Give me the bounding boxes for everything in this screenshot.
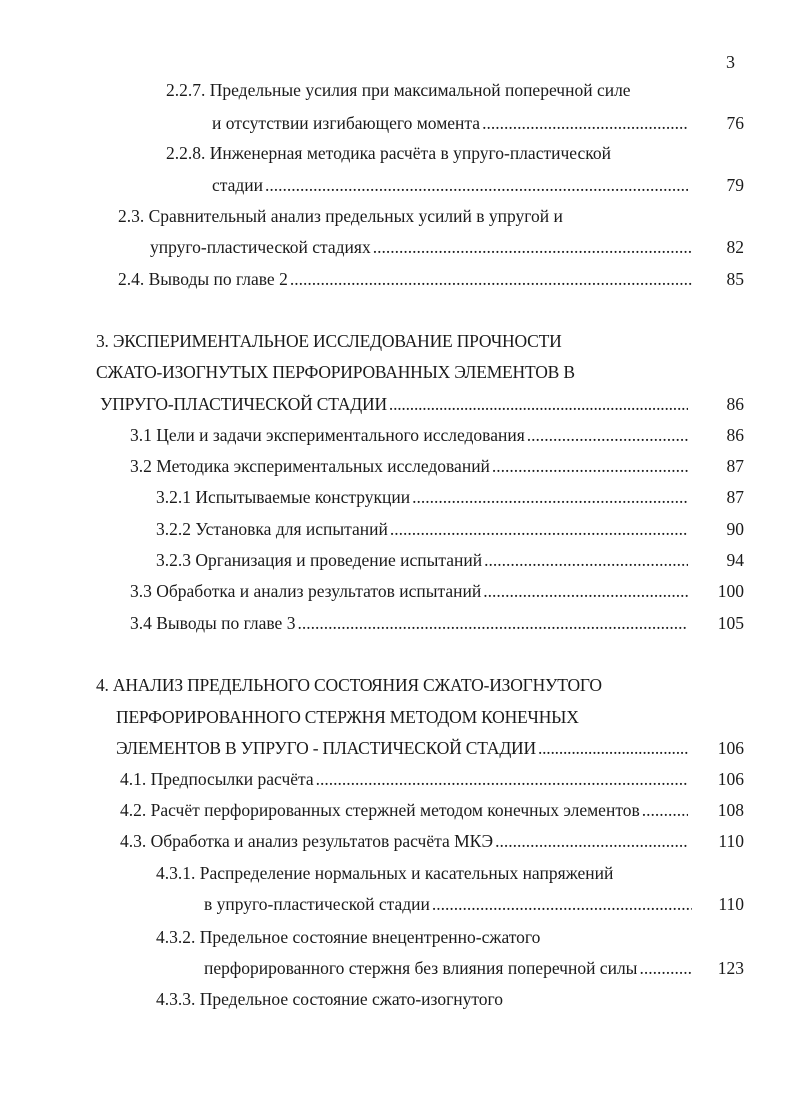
toc-page-number: 86 bbox=[726, 394, 744, 414]
toc-entry-text: стадии bbox=[212, 175, 264, 195]
dot-leader bbox=[642, 799, 688, 821]
chapter-heading bbox=[96, 361, 575, 383]
toc-line bbox=[156, 862, 613, 884]
toc-entry-text: СЖАТО-ИЗОГНУТЫХ ПЕРФОРИРОВАННЫХ ЭЛЕМЕНТОВ В bbox=[96, 362, 575, 382]
toc-page-number: 110 bbox=[718, 831, 744, 851]
toc-entry-text: 4. АНАЛИЗ ПРЕДЕЛЬНОГО СОСТОЯНИЯ СЖАТО-ИЗОГНУТОГО bbox=[96, 675, 602, 695]
toc-entry-text: 4.3.3. Предельное состояние сжато-изогнутого bbox=[156, 989, 504, 1009]
toc-page-number: 90 bbox=[726, 519, 744, 539]
toc-line bbox=[156, 486, 690, 508]
toc-line bbox=[130, 580, 690, 602]
toc-entry-text: перфорированного стержня без влияния поперечной силы bbox=[204, 958, 638, 978]
toc-entry-text: и отсутствии изгибающего момента bbox=[212, 113, 481, 133]
toc-line bbox=[156, 926, 540, 948]
toc-page-number: 79 bbox=[726, 175, 744, 195]
dot-leader bbox=[482, 112, 688, 134]
dot-leader bbox=[412, 486, 688, 508]
toc-entry-text: 4.3. Обработка и анализ результатов расчёта МКЭ bbox=[120, 831, 494, 851]
toc-line bbox=[120, 768, 690, 790]
toc-entry-text: ПЕРФОРИРОВАННОГО СТЕРЖНЯ МЕТОДОМ КОНЕЧНЫХ bbox=[116, 707, 579, 727]
dot-leader bbox=[316, 768, 688, 790]
dot-leader bbox=[492, 455, 688, 477]
toc-line bbox=[166, 79, 631, 101]
dot-leader bbox=[483, 580, 688, 602]
toc-entry-text: 2.2.7. Предельные усилия при максимальной поперечной силе bbox=[166, 80, 631, 100]
toc-entry-text: 3.2.3 Организация и проведение испытаний bbox=[156, 550, 483, 570]
dot-leader bbox=[373, 236, 692, 258]
toc-entry-text: 2.3. Сравнительный анализ предельных усилий в упругой и bbox=[118, 206, 563, 226]
toc-line bbox=[120, 830, 690, 852]
dot-leader bbox=[495, 830, 688, 852]
toc-entry-text: 4.3.2. Предельное состояние внецентренно-сжатого bbox=[156, 927, 541, 947]
toc-page-number: 106 bbox=[717, 769, 744, 789]
toc-entry-text: 3. ЭКСПЕРИМЕНТАЛЬНОЕ ИССЛЕДОВАНИЕ ПРОЧНОСТИ bbox=[96, 331, 562, 351]
dot-leader bbox=[432, 893, 692, 915]
toc-entry-text: 2.4. Выводы по главе 2 bbox=[118, 269, 288, 289]
toc-page-number: 100 bbox=[717, 581, 744, 601]
toc-page-number: 94 bbox=[726, 550, 744, 570]
toc-line bbox=[130, 455, 690, 477]
toc-entry-text: в упруго-пластической стадии bbox=[204, 894, 430, 914]
dot-leader bbox=[538, 737, 688, 759]
toc-entry-text: ЭЛЕМЕНТОВ В УПРУГО - ПЛАСТИЧЕСКОЙ СТАДИИ bbox=[116, 738, 536, 758]
toc-line bbox=[156, 988, 503, 1010]
chapter-heading bbox=[96, 674, 602, 696]
toc-entry-text: 4.1. Предпосылки расчёта bbox=[120, 769, 314, 789]
toc-entry-text: 3.2.2 Установка для испытаний bbox=[156, 519, 388, 539]
toc-line bbox=[156, 549, 690, 571]
toc-entry-text: УПРУГО-ПЛАСТИЧЕСКОЙ СТАДИИ bbox=[100, 394, 387, 414]
page-number: 3 bbox=[726, 52, 735, 72]
toc-page-number: 123 bbox=[717, 958, 744, 978]
toc-line bbox=[156, 518, 690, 540]
toc-entry-text: 3.2 Методика экспериментальных исследований bbox=[130, 456, 490, 476]
toc-entry-text: 3.2.1 Испытываемые конструкции bbox=[156, 487, 411, 507]
toc-page-number: 105 bbox=[717, 613, 744, 633]
toc-line bbox=[204, 957, 694, 979]
chapter-heading bbox=[116, 706, 579, 728]
toc-page-number: 87 bbox=[726, 456, 744, 476]
toc-line bbox=[212, 174, 690, 196]
toc-entry-text: 4.2. Расчёт перфорированных стержней методом конечных элементов bbox=[120, 800, 640, 820]
toc-line bbox=[120, 799, 690, 821]
toc-page-number: 87 bbox=[726, 487, 744, 507]
toc-entry-text: 2.2.8. Инженерная методика расчёта в упруго-пластической bbox=[166, 143, 611, 163]
dot-leader bbox=[484, 549, 688, 571]
toc-entry-text: 3.1 Цели и задачи экспериментального исследования bbox=[130, 425, 525, 445]
dot-leader bbox=[390, 518, 688, 540]
toc-line bbox=[118, 268, 694, 290]
toc-page-number: 82 bbox=[726, 237, 744, 257]
toc-line bbox=[118, 205, 563, 227]
dot-leader bbox=[297, 612, 688, 634]
toc-page-number: 110 bbox=[718, 894, 744, 914]
toc-page-number: 106 bbox=[717, 738, 744, 758]
toc-entry-text: упруго-пластической стадиях bbox=[150, 237, 371, 257]
dot-leader bbox=[527, 424, 688, 446]
toc-page-number: 76 bbox=[726, 113, 744, 133]
chapter-heading bbox=[96, 330, 562, 352]
toc-entry-text: 4.3.1. Распределение нормальных и касательных напряжений bbox=[156, 863, 614, 883]
toc-line bbox=[204, 893, 694, 915]
dot-leader bbox=[290, 268, 692, 290]
toc-line bbox=[150, 236, 694, 258]
toc-entry-text: 3.3 Обработка и анализ результатов испытаний bbox=[130, 581, 482, 601]
chapter-heading bbox=[116, 737, 690, 759]
dot-leader bbox=[265, 174, 688, 196]
dot-leader bbox=[639, 957, 692, 979]
toc-line bbox=[130, 612, 690, 634]
toc-page-number: 108 bbox=[717, 800, 744, 820]
dot-leader bbox=[389, 393, 688, 415]
toc-line bbox=[130, 424, 690, 446]
toc-page-number: 85 bbox=[726, 269, 744, 289]
chapter-heading bbox=[100, 393, 690, 415]
toc-line bbox=[166, 142, 611, 164]
toc-line bbox=[212, 112, 690, 134]
toc-page-number: 86 bbox=[726, 425, 744, 445]
toc-entry-text: 3.4 Выводы по главе 3 bbox=[130, 613, 296, 633]
